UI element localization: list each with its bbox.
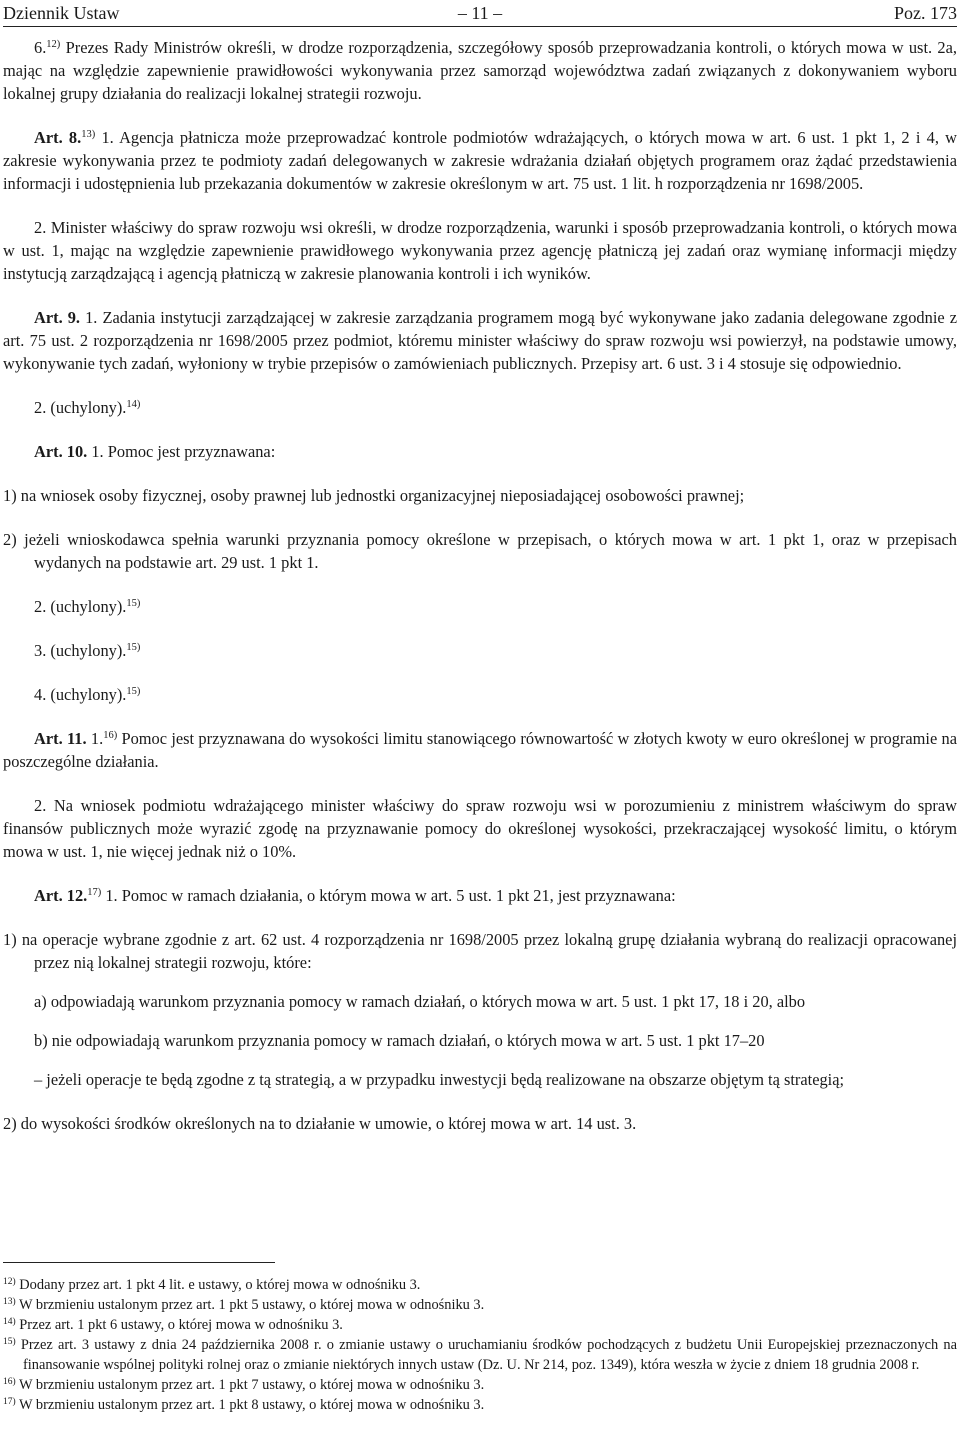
footnote-13: $^{13)}$ W brzmieniu ustalonym przez art. 1 pkt 5 ustawy, o której mowa w odnośniku 3. <box>3 1297 485 1313</box>
footnote-ref-14: 14) <box>126 399 141 410</box>
paragraph-6: 6.$^{12)}$ Prezes Rady Ministrów określi, w drodze rozporządzenia, szczegółowy sposób przeprowadzania kontroli, o których mowa w ust. 2a, mając na względzie zapewnienie prawidłowości wykonywania przez samorząd województwa zadań związanych z dokonywaniem wyboru lokalnej grupy działania do realizacji lokalnej strategii rozwoju. <box>3 38 957 103</box>
footnote-ref-15: 15) <box>126 598 141 609</box>
art8-paragraph-2: 2. Minister właściwy do spraw rozwoju wsi określi, w drodze rozporządzenia, warunki i sposób przeprowadzania kontroli, o których mowa w ust. 1, mając na względzie zapewnienie prawidłowego wykonywania przez agencję płatniczą jej zadań oraz wymianę informacji między instytucją zarządzającą i agencją płatniczą w zakresie planowania kontroli i ich wyników. <box>3 218 957 283</box>
footnote-ref-12: 12) <box>46 39 61 50</box>
art11-paragraph-2: 2. Na wniosek podmiotu wdrażającego minister właściwy do spraw rozwoju wsi w porozumieniu z ministrem właściwym do spraw finansów publicznych może wyrazić zgodę na przyznawanie pomocy do określonej wysokości, przekraczającej wysokość limitu, o którym mowa w ust. 1, nie więcej jednak niż o 10%. <box>3 796 957 861</box>
art12-item-1: 1) na operacje wybrane zgodnie z art. 62 ust. 4 rozporządzenia nr 1698/2005 przez lokalną grupę działania wybraną do realizacji opracowanej przez nią lokalnej strategii rozwoju, które: <box>3 930 957 972</box>
art10-paragraph-1: Art. 10. 1. Pomoc jest przyznawana: <box>34 442 276 461</box>
header-divider <box>3 26 957 27</box>
footnote-divider <box>3 1262 275 1263</box>
art9-paragraph-1: Art. 9. 1. Zadania instytucji zarządzającej w zakresie zarządzania programem mogą być wykonywane jako zadania delegowane zgodnie z art. 75 ust. 2 rozporządzenia nr 1698/2005 przez podmiot, któremu minister właściwy do spraw rozwoju wsi powierzył, na podstawie umowy, wykonywanie tych zadań, wyłoniony w trybie przepisów o zamówieniach publicznych. Przepisy art. 6 ust. 3 i 4 stosuje się odpowiednio. <box>3 308 957 373</box>
footnote-16: $^{16)}$ W brzmieniu ustalonym przez art. 1 pkt 7 ustawy, o której mowa w odnośniku 3. <box>3 1377 485 1393</box>
footnote-ref-15: 15) <box>126 686 141 697</box>
page-number: – 11 – <box>457 3 503 23</box>
art12-paragraph-1: Art. 12.$^{17)}$ 1. Pomoc w ramach działania, o którym mowa w art. 5 ust. 1 pkt 21, jest przyznawana: <box>34 886 676 905</box>
art10-item-1: 1) na wniosek osoby fizycznej, osoby prawnej lub jednostki organizacyjnej nieposiadającej osobowości prawnej; <box>3 486 745 505</box>
footnote-ref-16: 16) <box>103 730 118 741</box>
art11-paragraph-1: Art. 11. 1.$^{16)}$ Pomoc jest przyznawana do wysokości limitu stanowiącego równowartość w złotych kwoty w euro określonej w programie na poszczególne działania. <box>3 729 958 771</box>
art10-heading: Art. 10. <box>34 442 88 461</box>
art8-heading: Art. 8. <box>34 128 82 147</box>
art10-paragraph-3: 3. (uchylony).$^{15)}$ <box>34 641 141 660</box>
art12-item-1a: a) odpowiadają warunkom przyznania pomocy w ramach działań, o których mowa w art. 5 ust. 1 pkt 17, 18 i 20, albo <box>34 992 806 1011</box>
footnote-ref-17: 17) <box>87 887 102 898</box>
position-number: Poz. 173 <box>894 3 957 23</box>
art8-paragraph-1: Art. 8.$^{13)}$ 1. Agencja płatnicza może przeprowadzać kontrole podmiotów wdrażających, o których mowa w art. 6 ust. 1 pkt 1, 2 i 4, w zakresie wykonywania przez te podmioty zadań delegowanych w zakresie wdrażania działań objętych programem oraz żądać przedstawienia informacji i udostępnienia lub przekazania dokumentów w zakresie określonym w art. 75 ust. 1 lit. h rozporządzenia nr 1698/2005. <box>3 128 957 193</box>
art12-item-1b: b) nie odpowiadają warunkom przyznania pomocy w ramach działań, o których mowa w art. 5 ust. 1 pkt 17–20 <box>34 1031 765 1050</box>
footnote-ref-15: 15) <box>126 642 141 653</box>
footnote-ref-13: 13) <box>81 129 96 140</box>
art10-item-2: 2) jeżeli wnioskodawca spełnia warunki przyznania pomocy określone w przepisach, o których mowa w art. 1 pkt 1, oraz w przepisach wydanych na podstawie art. 29 ust. 1 pkt 1. <box>3 530 957 572</box>
art10-paragraph-2: 2. (uchylony).$^{15)}$ <box>34 597 141 616</box>
footnote-15: $^{15)}$ Przez art. 3 ustawy z dnia 24 października 2008 r. o zmianie ustawy o uruchamianiu środków pochodzących z budżetu Unii Europejskiej przeznaczonych na finansowanie wspólnej polityki rolnej oraz o zmianie niektórych innych ustaw (Dz. U. Nr 214, poz. 1349), która weszła w życie z dniem 18 grudnia 2008 r. <box>3 1337 957 1373</box>
art11-heading: Art. 11. <box>34 729 87 748</box>
page-header <box>3 0 957 28</box>
art9-heading: Art. 9. <box>34 308 81 327</box>
footnote-14: $^{14)}$ Przez art. 1 pkt 6 ustawy, o której mowa w odnośniku 3. <box>3 1317 343 1333</box>
footnote-12: $^{12)}$ Dodany przez art. 1 pkt 4 lit. e ustawy, o której mowa w odnośniku 3. <box>3 1277 421 1293</box>
journal-title: Dziennik Ustaw <box>3 3 120 23</box>
art12-heading: Art. 12. <box>34 886 88 905</box>
footnotes <box>3 1275 957 1415</box>
art10-paragraph-4: 4. (uchylony).$^{15)}$ <box>34 685 141 704</box>
footnote-17: $^{17)}$ W brzmieniu ustalonym przez art. 1 pkt 8 ustawy, o której mowa w odnośniku 3. <box>3 1397 485 1413</box>
art9-paragraph-2: 2. (uchylony).$^{14)}$ <box>34 398 141 417</box>
art12-dash-clause: – jeżeli operacje te będą zgodne z tą strategią, a w przypadku inwestycji będą realizowane na obszarze objętym tą strategią; <box>34 1070 845 1089</box>
document-body <box>3 36 957 1156</box>
art12-item-2: 2) do wysokości środków określonych na to działanie w umowie, o której mowa w art. 14 ust. 3. <box>3 1114 637 1133</box>
